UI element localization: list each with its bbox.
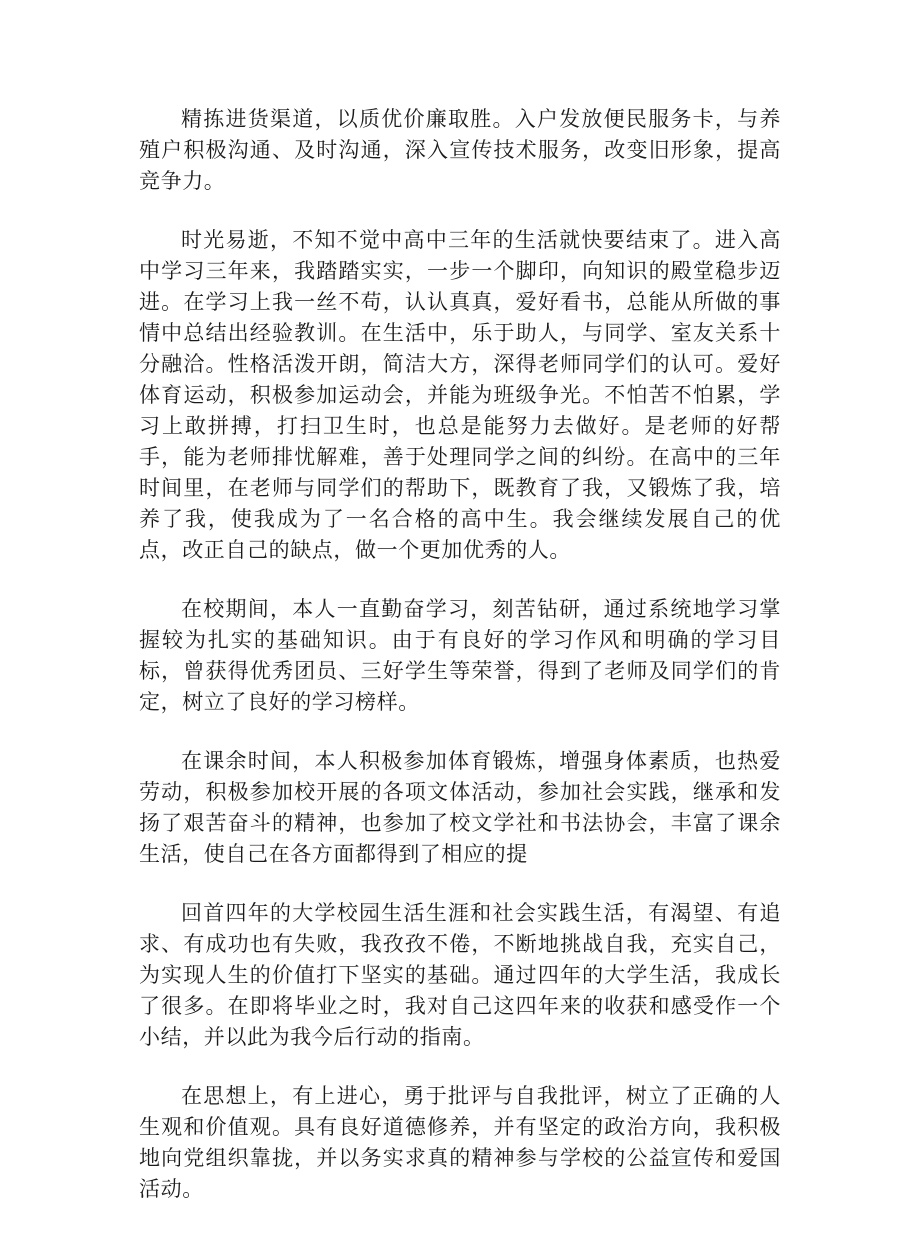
paragraph-5: 回首四年的大学校园生活生涯和社会实践生活，有渴望、有追求、有成功也有失败，我孜孜不倦，不断地挑战自我，充实自己，为实现人生的价值打下坚实的基础。通过四年的大学生活，我成长了很多。在即将毕业之时，我对自己这四年来的收获和感受作一个小结，并以此为我今后行动的指南。: [139, 901, 781, 1049]
paragraph-4: 在课余时间，本人积极参加体育锻炼，增强身体素质，也热爱劳动，积极参加校开展的各项文体活动，参加社会实践，继承和发扬了艰苦奋斗的精神，也参加了校文学社和书法协会，丰富了课余生活，使自己在各方面都得到了相应的提: [139, 749, 781, 866]
paragraph-2: 时光易逝，不知不觉中高中三年的生活就快要结束了。进入高中学习三年来，我踏踏实实，一步一个脚印，向知识的殿堂稳步迈进。在学习上我一丝不苟，认认真真，爱好看书，总能从所做的事情中总结出经验教训。在生活中，乐于助人，与同学、室友关系十分融洽。性格活泼开朗，简洁大方，深得老师同学们的认可。爱好体育运动，积极参加运动会，并能为班级争光。不怕苦不怕累，学习上敢拼搏，打扫卫生时，也总是能努力去做好。是老师的好帮手，能为老师排忧解难，善于处理同学之间的纠纷。在高中的三年时间里，在老师与同学们的帮助下，既教育了我，又锻炼了我，培养了我，使我成为了一名合格的高中生。我会继续发展自己的优点，改正自己的缺点，做一个更加优秀的人。: [139, 228, 781, 562]
document-body: [139, 104, 781, 1233]
paragraph-6: 在思想上，有上进心，勇于批评与自我批评，树立了正确的人生观和价值观。具有良好道德修养，并有坚定的政治方向，我积极地向党组织靠拢，并以务实求真的精神参与学校的公益宣传和爱国活动。: [139, 1084, 781, 1201]
paragraph-3: 在校期间，本人一直勤奋学习，刻苦钻研，通过系统地学习掌握较为扎实的基础知识。由于有良好的学习作风和明确的学习目标，曾获得优秀团员、三好学生等荣誉，得到了老师及同学们的肯定，树立了良好的学习榜样。: [139, 597, 781, 714]
paragraph-1: 精拣进货渠道，以质优价廉取胜。入户发放便民服务卡，与养殖户积极沟通、及时沟通，深入宣传技术服务，改变旧形象，提高竞争力。: [139, 107, 781, 193]
